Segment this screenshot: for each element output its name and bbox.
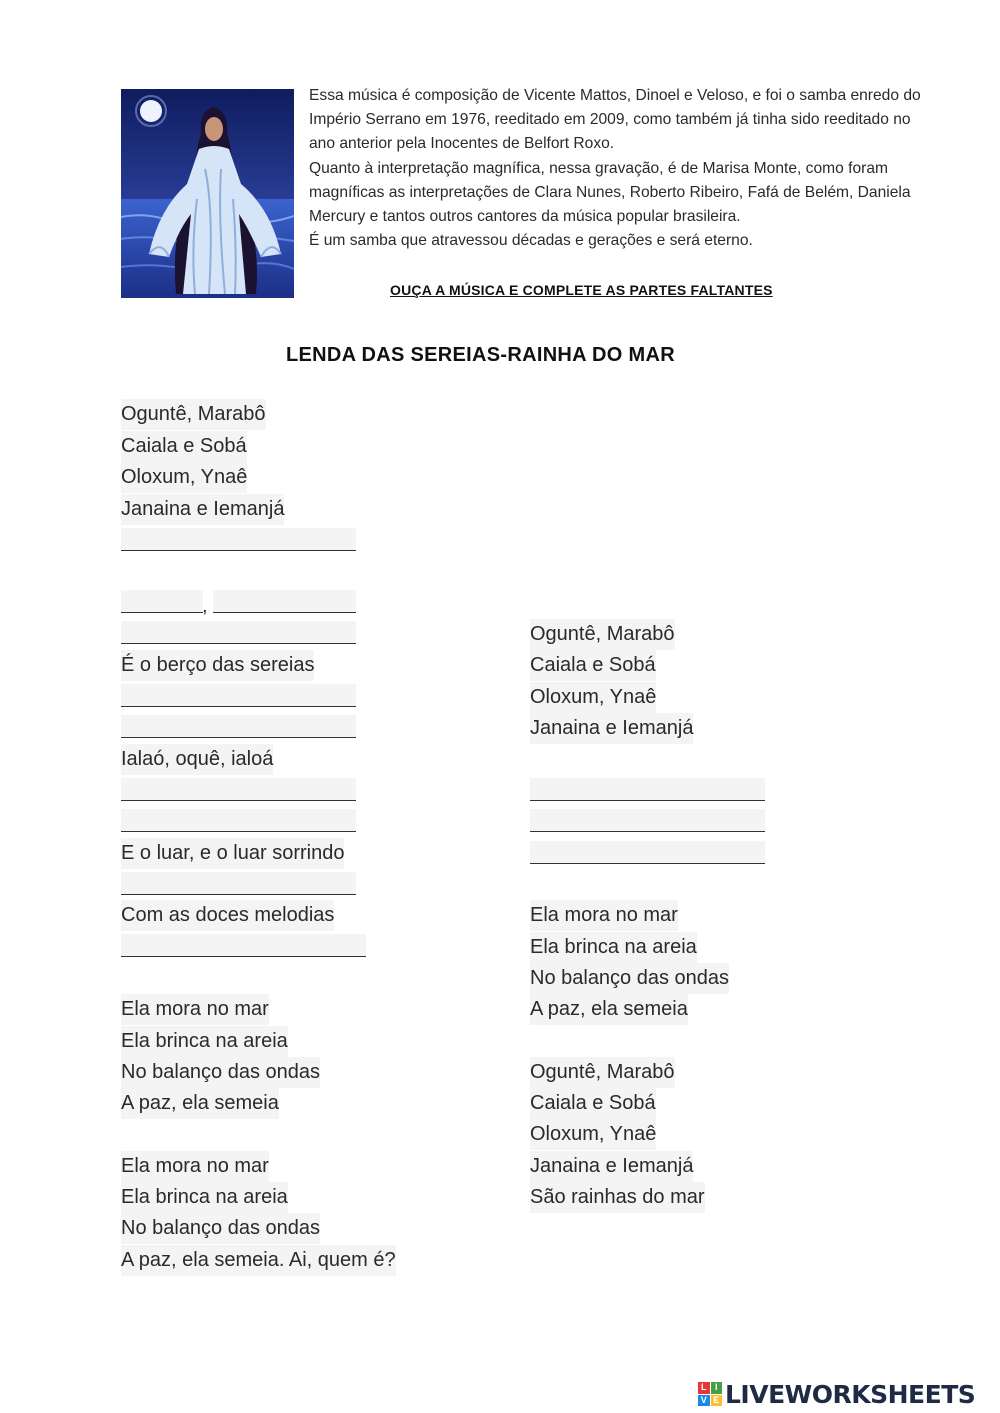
blank-field[interactable] xyxy=(121,778,356,801)
lyric-line: Ialaó, oquê, ialoá xyxy=(121,744,273,775)
lyric-line: A paz, ela semeia xyxy=(121,1088,279,1119)
lyric-line: Ela brinca na areia xyxy=(530,932,697,963)
lyric-line: Ela brinca na areia xyxy=(121,1182,288,1213)
lyric-line: Oguntê, Marabô xyxy=(530,1057,675,1088)
blank-field[interactable] xyxy=(213,590,356,613)
lyric-line: A paz, ela semeia xyxy=(530,994,688,1025)
blank-field[interactable] xyxy=(121,809,356,832)
lyric-line: Com as doces melodias xyxy=(121,900,334,931)
lyric-line: Oloxum, Ynaê xyxy=(121,462,247,493)
face xyxy=(205,117,223,141)
blank-field[interactable] xyxy=(530,841,765,864)
instruction-heading: OUÇA A MÚSICA E COMPLETE AS PARTES FALTANTES xyxy=(390,282,773,298)
blank-field[interactable] xyxy=(121,684,356,707)
lyric-line: Ela mora no mar xyxy=(121,994,269,1025)
lyric-line: No balanço das ondas xyxy=(121,1213,320,1244)
lyric-line: É o berço das sereias xyxy=(121,650,314,681)
lyric-line: Janaina e Iemanjá xyxy=(121,494,284,525)
blank-field[interactable] xyxy=(530,809,765,832)
blank-field[interactable] xyxy=(530,778,765,801)
blank-field[interactable] xyxy=(121,934,366,957)
sea-goddess-illustration xyxy=(121,89,294,298)
logo-badge-icon xyxy=(698,1382,722,1406)
lyric-line: São rainhas do mar xyxy=(530,1182,705,1213)
lyric-line: E o luar, e o luar sorrindo xyxy=(121,838,344,869)
illustration-svg xyxy=(121,89,294,298)
lyric-line: Ela mora no mar xyxy=(530,900,678,931)
moon-icon xyxy=(140,100,162,122)
logo-badge-letter: E xyxy=(711,1395,723,1407)
blank-field[interactable] xyxy=(121,590,203,613)
logo-badge-letter: I xyxy=(711,1382,723,1394)
lyric-line: Ela mora no mar xyxy=(121,1151,269,1182)
intro-paragraph-2: Quanto à interpretação magnífica, nessa gravação, é de Marisa Monte, como foram magníficas as interpretações de Clara Nunes, Roberto Ribeiro, Fafá de Belém, Daniela Mercury e tantos outros cantores da música popular brasileira. xyxy=(309,159,911,226)
logo-badge-letter: V xyxy=(698,1395,710,1407)
lyric-line: Ela brinca na areia xyxy=(121,1026,288,1057)
lyric-line: Oguntê, Marabô xyxy=(121,399,266,430)
lyric-line: Janaina e Iemanjá xyxy=(530,1151,693,1182)
lyric-line: Caiala e Sobá xyxy=(530,650,656,681)
blank-field[interactable] xyxy=(121,715,356,738)
intro-text xyxy=(309,84,939,253)
lyric-line: Caiala e Sobá xyxy=(530,1088,656,1119)
lyric-line: Janaina e Iemanjá xyxy=(530,713,693,744)
lyric-line: A paz, ela semeia. Ai, quem é? xyxy=(121,1245,396,1276)
lyric-line: Oloxum, Ynaê xyxy=(530,1119,656,1150)
lyric-line: Oloxum, Ynaê xyxy=(530,682,656,713)
logo-badge-letter: L xyxy=(698,1382,710,1394)
intro-paragraph-1: Essa música é composição de Vicente Mattos, Dinoel e Veloso, e foi o samba enredo do Império Serrano em 1976, reeditado em 2009, como também já tinha sido reeditado no ano anterior pela Inocentes de Belfort Roxo. xyxy=(309,87,921,153)
blank-field[interactable] xyxy=(121,528,356,551)
lyric-line: No balanço das ondas xyxy=(121,1057,320,1088)
lyric-line: Oguntê, Marabô xyxy=(530,619,675,650)
blank-separator: , xyxy=(202,595,208,617)
song-title: LENDA DAS SEREIAS-RAINHA DO MAR xyxy=(286,344,675,366)
intro-paragraph-3: É um samba que atravessou décadas e gerações e será eterno. xyxy=(309,232,753,250)
lyric-line: Caiala e Sobá xyxy=(121,431,247,462)
logo-text: LIVEWORKSHEETS xyxy=(725,1379,976,1409)
blank-field[interactable] xyxy=(121,621,356,644)
blank-field[interactable] xyxy=(121,872,356,895)
liveworksheets-logo xyxy=(698,1377,975,1411)
lyric-line: No balanço das ondas xyxy=(530,963,729,994)
